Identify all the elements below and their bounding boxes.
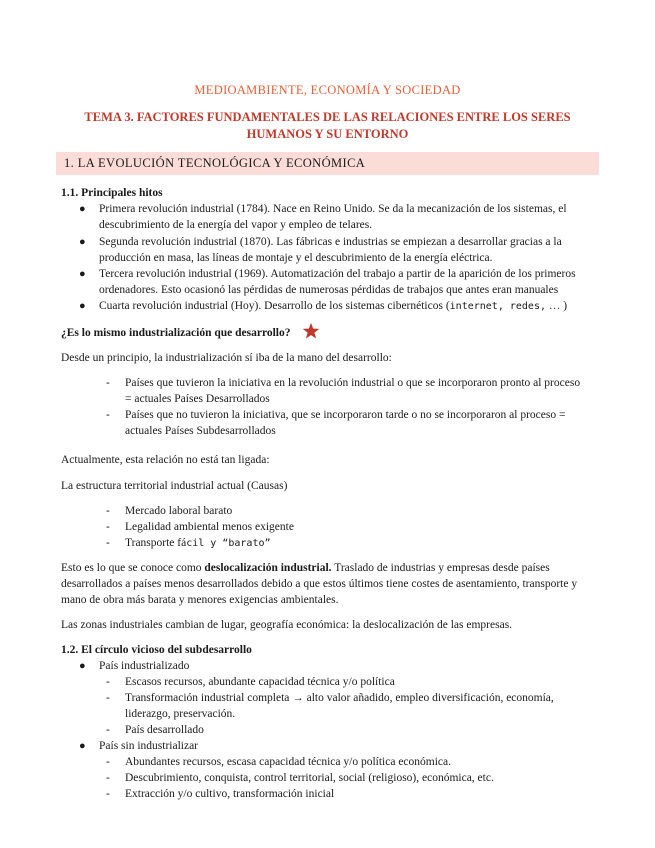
non-industrialized-title: País sin industrializar [99,740,199,752]
country-item-2-line-2: actuales Países Subdesarrollados [125,425,276,437]
country-item-1 [125,375,597,407]
circulo-title: 1.2. El círculo vicioso del subdesarrollo [61,644,252,656]
hito-item-3-line-2: ordenadores. Esto ocasionó las pérdidas de numerosas pérdidas de trabajos que antes eran manuales [99,284,559,296]
cause-item-1: Mercado laboral barato [125,505,233,517]
ind-item-2-cont: liderazgo, preservación. [125,708,236,720]
delocalization-line-2: desarrollados a países menos desarrollados debido a que estos últimos tiene costes de asentamiento, transporte y [61,578,578,590]
cause-item-3-text: Transporte fá [125,537,187,549]
bullet-icon: ● [79,300,86,312]
bullet-icon: ● [79,203,86,215]
delocalization-lead: Esto es lo que se conoce como [61,562,205,574]
dash-icon: - [106,692,110,704]
country-item-2 [125,407,597,439]
hitos-title: 1.1. Principales hitos [61,187,163,199]
delocalization-rest: Traslado de industrias y empresas desde países [331,562,550,574]
ind-item-3: País desarrollado [125,724,204,736]
dash-icon: - [106,756,110,768]
cause-item-3 [125,535,597,552]
country-item-2-line-1: Países que no tuvieron la iniciativa, que se incorporaron tarde o no se incorporaron al proceso = [125,409,566,421]
dash-icon: - [106,537,110,549]
dash-icon: - [106,772,110,784]
industrialized-title: País industrializado [99,660,190,672]
country-item-1-line-1: Países que tuvieron la iniciativa en la revolución industrial o que se incorporaron pronto al proceso [125,377,581,389]
ind-item-2: Transformación industrial completa → alto valor añadido, empleo diversificación, economía, [125,692,554,704]
section-1-bar [56,152,599,175]
bullet-icon: ● [79,660,86,672]
dash-icon: - [106,724,110,736]
hito-item-1-line-1: Primera revolución industrial (1784). Nace en Reino Unido. Se da la mecanización de los sistemas, el [99,203,567,215]
dash-icon: - [106,676,110,688]
dash-icon: - [106,377,110,389]
nonind-item-2: Descubrimiento, conquista, control territorial, social (religioso), económica, etc. [125,772,494,784]
dash-icon: - [106,409,110,421]
hito-item-4 [99,298,599,315]
dash-icon: - [106,521,110,533]
hito-item-4-handwritten: internet, redes, [449,301,546,312]
topic-heading [70,109,585,143]
industrial-zones: Las zonas industriales cambian de lugar, geografía económica: la deslocalización de las empresas. [61,619,513,631]
bullet-icon: ● [79,740,86,752]
hito-item-2 [99,234,599,266]
bullet-icon: ● [79,268,86,280]
hito-item-4-tail: … ) [545,300,568,312]
delocalization-line-1 [61,560,601,576]
hito-item-3 [99,266,599,298]
bullet-icon: ● [79,236,86,248]
cause-item-3-handwritten: cil y “barato” [186,538,271,549]
delocalization-paragraph [61,560,601,608]
ind-item-1: Escasos recursos, abundante capacidad técnica y/o política [125,676,395,688]
nonind-item-1: Abundantes recursos, escasa capacidad técnica y/o política económica. [125,756,452,768]
cause-item-2: Legalidad ambiental menos exigente [125,521,294,533]
dash-icon: - [106,505,110,517]
topic-heading-line-2: HUMANOS Y SU ENTORNO [246,127,409,141]
subject-heading: MEDIOAMBIENTE, ECONOMÍA Y SOCIEDAD [194,83,461,97]
current-relation: Actualmente, esta relación no está tan ligada: [61,454,270,466]
section-1-title: 1. LA EVOLUCIÓN TECNOLÓGICA Y ECONÓMICA [64,156,366,170]
question-intro: Desde un principio, la industrialización sí iba de la mano del desarrollo: [61,352,392,364]
hito-item-1-line-2: descubrimiento de la energía del vapor y empleo de telares. [99,219,373,231]
country-item-1-line-2: = actuales Países Desarrollados [125,393,270,405]
star-icon [302,322,320,340]
nonind-item-3: Extracción y/o cultivo, transformación inicial [125,788,335,800]
hito-item-3-line-1: Tercera revolución industrial (1969). Automatización del trabajo a partir de la aparición de los primeros [99,268,576,280]
delocalization-line-3: mano de obra más barata y menores exigencias ambientales. [61,594,339,606]
delocalization-term: deslocalización industrial. [204,562,332,574]
territorial-structure: La estructura territorial industrial actual (Causas) [61,480,288,492]
hito-item-1 [99,201,599,233]
hito-item-2-line-2: producción en masa, las líneas de montaje y el descubrimiento de la energía eléctrica. [99,252,493,264]
question-title: ¿Es lo mismo industrialización que desarrollo? [61,327,291,339]
dash-icon: - [106,788,110,800]
hito-item-2-line-1: Segunda revolución industrial (1870). Las fábricas e industrias se empiezan a desarrollar gracias a la [99,236,562,248]
topic-heading-line-1: TEMA 3. FACTORES FUNDAMENTALES DE LAS RELACIONES ENTRE LOS SERES [84,110,571,124]
hito-item-4-text: Cuarta revolución industrial (Hoy). Desarrollo de los sistemas cibernéticos ( [99,300,450,312]
